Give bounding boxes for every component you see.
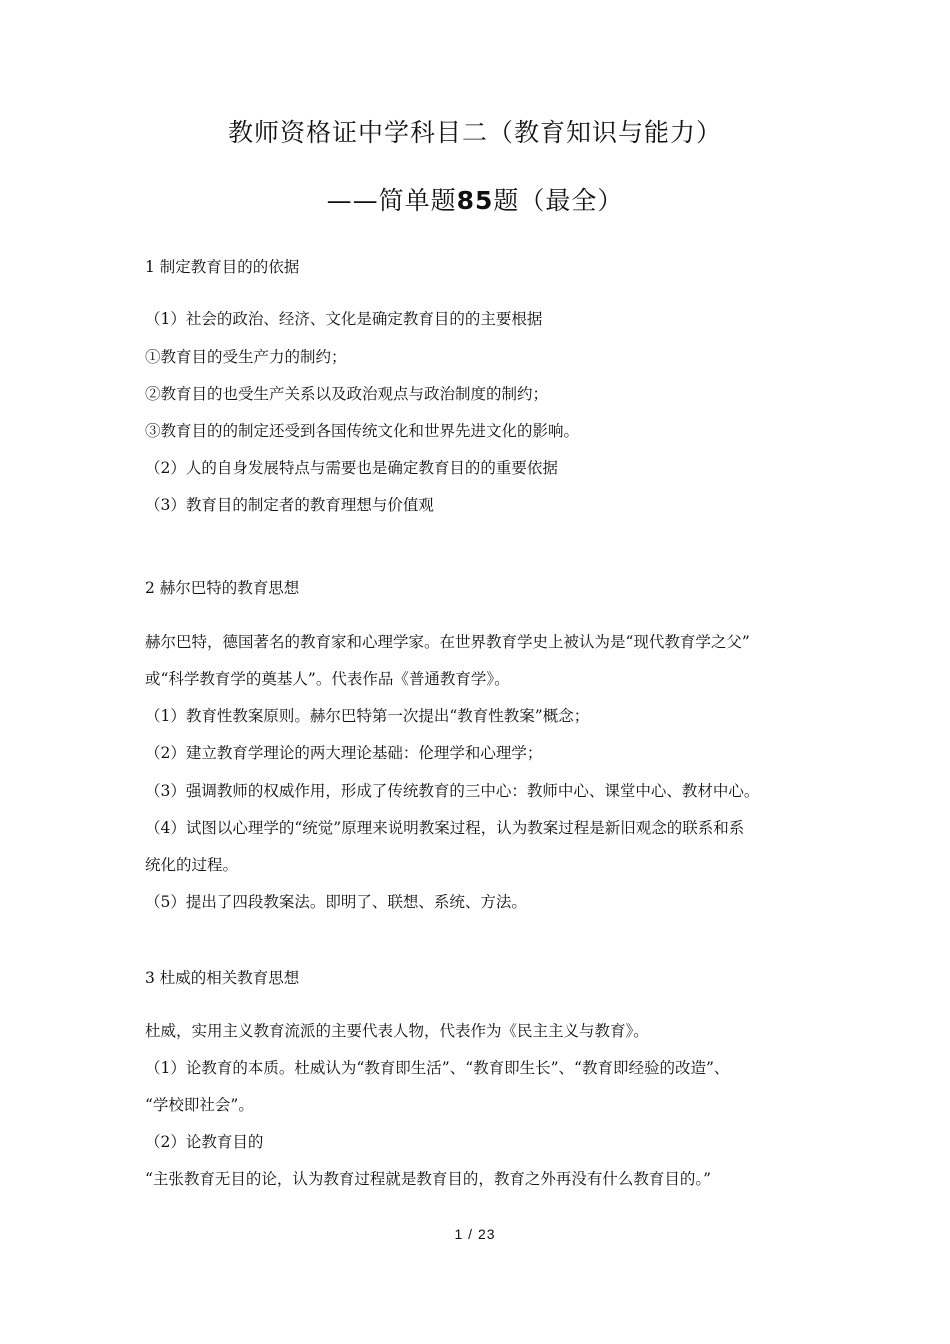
section-heading: 1 制定教育目的的依据 <box>145 258 300 276</box>
paragraph-line: “主张教育无目的论，认为教育过程就是教育目的，教育之外再没有什么教育目的。” <box>145 1170 712 1188</box>
paragraph-line: （4）试图以心理学的“统觉”原理来说明教案过程，认为教案过程是新旧观念的联系和系 <box>145 819 745 837</box>
paragraph-line: （2）论教育目的 <box>145 1133 264 1151</box>
paragraph-line: （5）提出了四段教案法。即明了、联想、系统、方法。 <box>145 893 527 911</box>
section-heading: 2 赫尔巴特的教育思想 <box>145 579 300 597</box>
paragraph-line: （2）建立教育学理论的两大理论基础：伦理学和心理学； <box>145 744 543 762</box>
title-suffix: 题（最全） <box>493 186 624 215</box>
title-number: 85 <box>456 186 494 215</box>
title-line-1: 教师资格证中学科目二（教育知识与能力） <box>227 118 722 147</box>
paragraph-line: （3）教育目的制定者的教育理想与价值观 <box>145 496 434 514</box>
paragraph-line: 统化的过程。 <box>145 856 239 874</box>
paragraph-line: “学校即社会”。 <box>145 1096 254 1114</box>
paragraph-line: 杜威，实用主义教育流派的主要代表人物，代表作为《民主主义与教育》。 <box>145 1022 649 1040</box>
paragraph-line: 或“科学教育学的奠基人”。代表作品《普通教育学》。 <box>145 670 510 688</box>
title-prefix: ——简单题 <box>326 186 457 215</box>
paragraph-line: （3）强调教师的权威作用，形成了传统教育的三中心：教师中心、课堂中心、教材中心。 <box>145 782 760 800</box>
paragraph-line: （2）人的自身发展特点与需要也是确定教育目的的重要依据 <box>145 459 558 477</box>
paragraph-line: （1）社会的政治、经济、文化是确定教育目的的主要根据 <box>145 310 543 328</box>
title-line-2 <box>0 181 950 217</box>
page-number: 1 / 23 <box>454 1226 496 1242</box>
paragraph-line: ①教育目的受生产力的制约； <box>145 348 347 366</box>
paragraph-line: （1）教育性教案原则。赫尔巴特第一次提出“教育性教案”概念； <box>145 707 590 725</box>
paragraph-line: （1）论教育的本质。杜威认为“教育即生活”、“教育即生长”、“教育即经验的改造”、 <box>145 1059 730 1077</box>
paragraph-line: ③教育目的的制定还受到各国传统文化和世界先进文化的影响。 <box>145 422 580 440</box>
section-heading: 3 杜威的相关教育思想 <box>145 969 300 987</box>
paragraph-line: 赫尔巴特，德国著名的教育家和心理学家。在世界教育学史上被认为是“现代教育学之父” <box>145 633 750 651</box>
paragraph-line: ②教育目的也受生产关系以及政治观点与政治制度的制约； <box>145 385 549 403</box>
